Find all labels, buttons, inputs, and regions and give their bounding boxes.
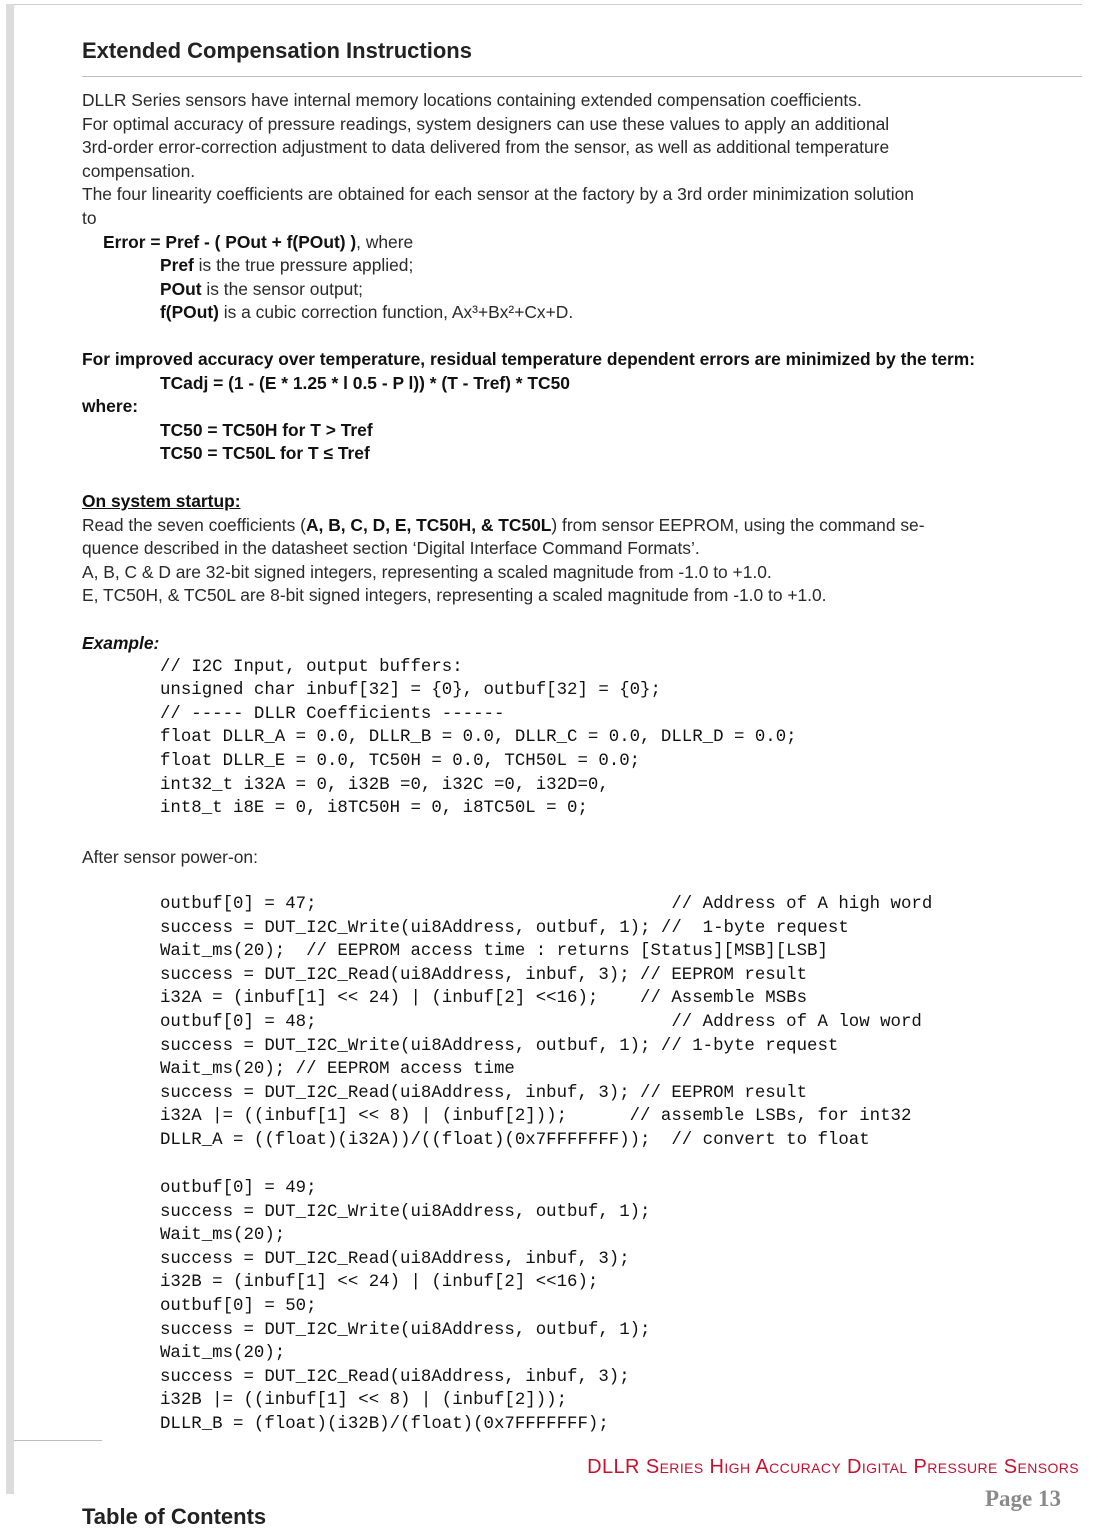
code-line: Wait_ms(20); — [160, 1344, 286, 1364]
code-line: float DLLR_E = 0.0, TC50H = 0.0, TCH50L = 0.0; — [160, 751, 641, 771]
startup-line — [82, 514, 1022, 538]
intro-line: DLLR Series sensors have internal memory locations containing extended compensation coefficients. — [82, 90, 862, 110]
startup-title: On system startup: — [82, 491, 241, 511]
error-suffix: , where — [356, 231, 414, 252]
code-line: outbuf[0] = 47; // Address of A high word — [160, 895, 933, 914]
code-line: i32B |= ((inbuf[1] << 8) | (inbuf[2])); — [160, 1391, 568, 1411]
code-line: i32B = (inbuf[1] << 24) | (inbuf[2] <<16); — [160, 1273, 599, 1293]
code-line: int8_t i8E = 0, i8TC50H = 0, i8TC50L = 0; — [160, 799, 588, 819]
code-line: Wait_ms(20); // EEPROM access time : returns [Status][MSB][LSB] — [160, 942, 828, 962]
code-line: success = DUT_I2C_Read(ui8Address, inbuf, 3); — [160, 1249, 630, 1269]
code-line: unsigned char inbuf[32] = {0}, outbuf[32] = {0}; — [160, 681, 661, 701]
code-block-a — [82, 893, 1082, 1153]
definition-pref — [82, 254, 1022, 278]
code-line: outbuf[0] = 50; — [160, 1296, 317, 1316]
code-line: i32A = (inbuf[1] << 24) | (inbuf[2] <<16); // Assemble MSBs — [160, 989, 808, 1009]
tc50-case-low: TC50 = TC50L for T ≤ Tref — [160, 443, 370, 464]
code-line: success = DUT_I2C_Read(ui8Address, inbuf, 3); — [160, 1367, 630, 1387]
code-line: success = DUT_I2C_Write(ui8Address, outbuf, 1); // 1-byte request — [160, 1036, 839, 1056]
footer-rule — [14, 1440, 102, 1441]
intro-paragraph — [82, 89, 1022, 325]
error-formula: Error = Pref - ( POut + f(POut) ) — [103, 231, 357, 252]
code-line: Wait_ms(20); — [160, 1226, 286, 1246]
next-page-heading-cut — [82, 1504, 292, 1529]
code-line: i32A |= ((inbuf[1] << 8) | (inbuf[2])); // assemble LSBs, for int32 — [160, 1107, 912, 1127]
error-equation — [82, 231, 1022, 255]
code-line: DLLR_B = (float)(i32B)/(float)(0x7FFFFFFF); — [160, 1414, 609, 1434]
heading-rule — [82, 76, 1082, 77]
definition-term: f(POut) — [160, 302, 219, 323]
left-margin-bar — [6, 4, 14, 1494]
intro-line: compensation. — [82, 160, 196, 181]
startup-line: E, TC50H, & TC50L are 8-bit signed integers, representing a scaled magnitude from -1.0 to +1.0. — [82, 585, 827, 606]
code-line: float DLLR_A = 0.0, DLLR_B = 0.0, DLLR_C = 0.0, DLLR_D = 0.0; — [160, 728, 797, 748]
intro-line: to — [82, 207, 97, 228]
intro-line: The four linearity coefficients are obtained for each sensor at the factory by a 3rd order minimization solution — [82, 184, 914, 205]
startup-line: A, B, C & D are 32-bit signed integers, representing a scaled magnitude from -1.0 to +1.0. — [82, 561, 772, 582]
temperature-section — [82, 348, 1022, 466]
page-number: Page 13 — [984, 1486, 1061, 1511]
definition-text: is the true pressure applied; — [193, 255, 414, 276]
tc50-case-high: TC50 = TC50H for T > Tref — [160, 419, 373, 440]
startup-line: quence described in the datasheet section ‘Digital Interface Command Formats’. — [82, 538, 700, 559]
temperature-intro: For improved accuracy over temperature, residual temperature dependent errors are minimized by the term: — [82, 349, 976, 369]
code-line: outbuf[0] = 48; // Address of A low word — [160, 1012, 922, 1032]
code-line: success = DUT_I2C_Write(ui8Address, outbuf, 1); // 1-byte request — [160, 918, 849, 938]
definition-term: Pref — [160, 255, 194, 276]
code-line: success = DUT_I2C_Write(ui8Address, outbuf, 1); — [160, 1320, 651, 1340]
cut-heading: Table of Contents — [82, 1504, 267, 1529]
definition-fpout — [82, 301, 1022, 325]
footer-title: DLLR Series High Accuracy Digital Pressure Sensors — [587, 1456, 1079, 1478]
where-label: where: — [82, 396, 139, 417]
example-label: Example: — [82, 633, 160, 653]
code-line: outbuf[0] = 49; — [160, 1179, 317, 1198]
example-section — [82, 632, 1022, 821]
after-power-on-label: After sensor power-on: — [82, 847, 258, 867]
code-line: DLLR_A = ((float)(i32A))/((float)(0x7FFFFFFF)); // convert to float — [160, 1130, 870, 1150]
startup-line-post: ) from sensor EEPROM, using the command se- — [551, 514, 925, 535]
code-line: // I2C Input, output buffers: — [160, 657, 463, 677]
code-line: // ----- DLLR Coefficients ------ — [160, 704, 505, 724]
startup-section — [82, 490, 1022, 608]
definition-text: is the sensor output; — [201, 278, 363, 299]
definition-term: POut — [160, 278, 202, 299]
code-block-b — [82, 1177, 1082, 1437]
code-line: Wait_ms(20); // EEPROM access time — [160, 1060, 515, 1080]
code-line: success = DUT_I2C_Read(ui8Address, inbuf, 3); // EEPROM result — [160, 1083, 808, 1103]
after-power-on-label-block — [82, 846, 1022, 870]
section-heading: Extended Compensation Instructions — [82, 38, 472, 63]
code-line: success = DUT_I2C_Read(ui8Address, inbuf, 3); // EEPROM result — [160, 965, 808, 985]
code-line: success = DUT_I2C_Write(ui8Address, outbuf, 1); — [160, 1202, 651, 1222]
code-line: int32_t i32A = 0, i32B =0, i32C =0, i32D=0, — [160, 775, 609, 795]
top-rule — [14, 4, 1082, 5]
tcadj-formula: TCadj = (1 - (E * 1.25 * l 0.5 - P l)) * (T - Tref) * TC50 — [160, 372, 570, 393]
definition-pout — [82, 278, 1022, 302]
startup-coefficients: A, B, C, D, E, TC50H, & TC50L — [305, 514, 552, 535]
definition-text: is a cubic correction function, Ax³+Bx²+Cx+D. — [218, 302, 574, 323]
intro-line: 3rd-order error-correction adjustment to data delivered from the sensor, as well as additional temperature — [82, 137, 890, 158]
intro-line: For optimal accuracy of pressure readings, system designers can use these values to apply an additional — [82, 113, 890, 134]
startup-line-pre: Read the seven coefficients ( — [82, 514, 306, 535]
